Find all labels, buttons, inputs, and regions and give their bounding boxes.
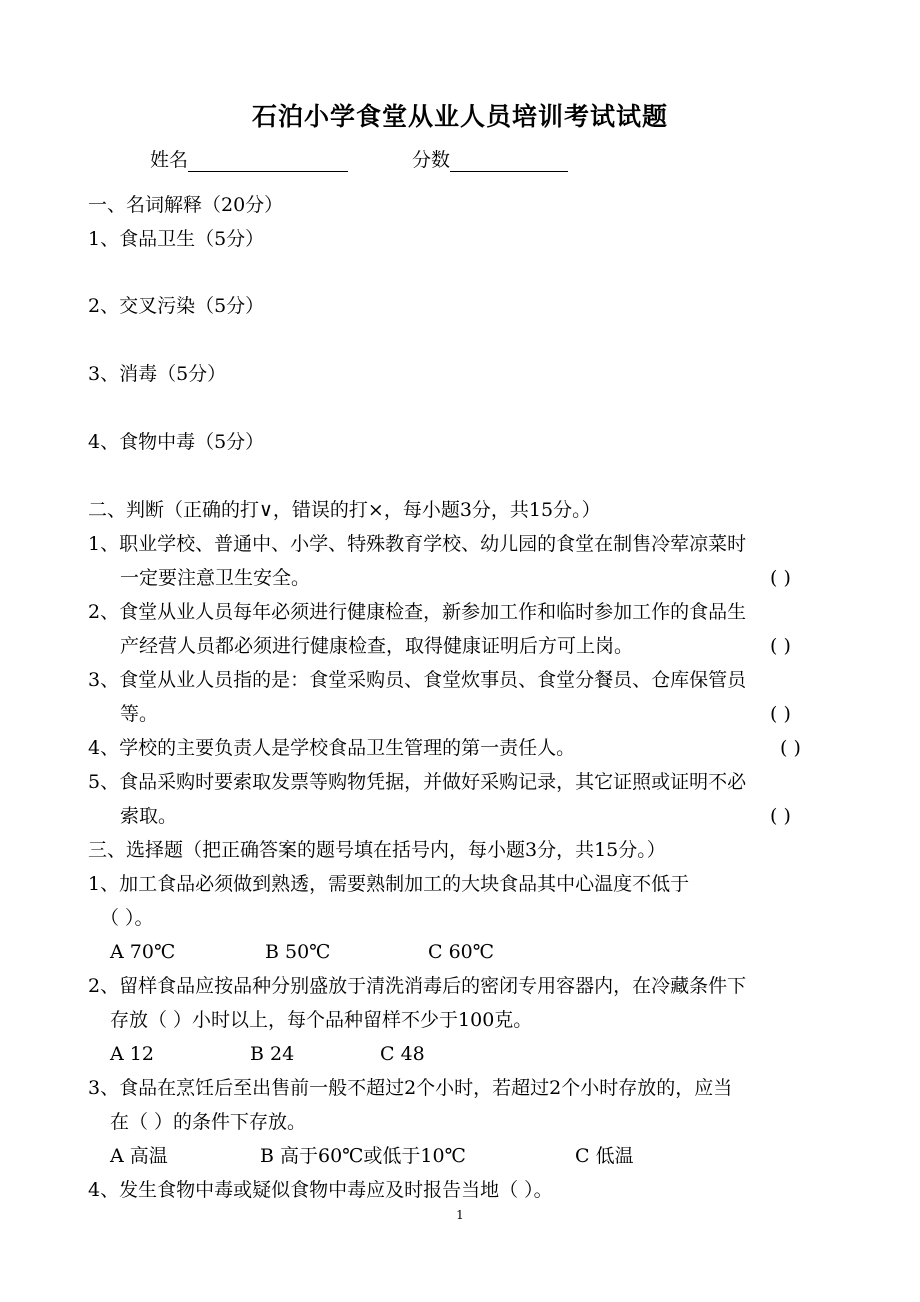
choice-q2-line1: 2、留样食品应按品种分别盛放于清洗消毒后的密闭专用容器内，在冷藏条件下: [88, 975, 747, 997]
choice-q4-line1: 4、发生食物中毒或疑似食物中毒应及时报告当地（ ）。: [88, 1179, 553, 1201]
option-b[interactable]: B 24: [250, 1043, 295, 1065]
choice-q1-options: [0, 940, 920, 964]
choice-q3-line1: 3、食品在烹饪后至出售前一般不超过2个小时，若超过2个小时存放的，应当: [88, 1077, 733, 1099]
name-label: 姓名: [150, 149, 189, 171]
choice-q3-options: [0, 1144, 920, 1168]
choice-q1-line1: 1、加工食品必须做到熟透，需要熟制加工的大块食品其中心温度不低于: [88, 873, 690, 895]
choice-q3-line2: 在（ ）的条件下存放。: [110, 1111, 307, 1133]
section1-heading: 一、名词解释（20分）: [88, 194, 284, 216]
option-b[interactable]: B 高于60℃或低于10℃: [260, 1145, 466, 1167]
section1-item: 4、食物中毒（5分）: [88, 431, 265, 453]
section1-item: 3、消毒（5分）: [88, 363, 227, 385]
option-a[interactable]: A 12: [110, 1043, 154, 1065]
judge-q4-line1: 4、学校的主要负责人是学校食品卫生管理的第一责任人。: [88, 737, 576, 759]
option-a[interactable]: A 高温: [110, 1145, 168, 1167]
score-field: [412, 148, 568, 172]
option-c[interactable]: C 48: [380, 1043, 425, 1065]
option-c[interactable]: C 60℃: [428, 941, 495, 963]
judge-q3-line1: 3、食堂从业人员指的是：食堂采购员、食堂炊事员、食堂分餐员、仓库保管员: [88, 669, 747, 691]
judge-q2-line2: 产经营人员都必须进行健康检查，取得健康证明后方可上岗。: [120, 635, 634, 657]
choice-q2-line2: 存放（ ）小时以上，每个品种留样不少于100克。: [110, 1009, 533, 1031]
judge-q3-answer[interactable]: ( ): [770, 703, 791, 725]
choice-q1-line2: （ ）。: [100, 907, 154, 929]
option-c[interactable]: C 低温: [575, 1145, 634, 1167]
judge-q5-answer[interactable]: ( ): [770, 805, 791, 827]
judge-q1-line1: 1、职业学校、普通中、小学、特殊教育学校、幼儿园的食堂在制售冷荤凉菜时: [88, 533, 747, 555]
section2-heading: 二、判断（正确的打∨，错误的打×，每小题3分，共15分。）: [88, 499, 601, 521]
judge-q5-line1: 5、食品采购时要索取发票等购物凭据，并做好采购记录，其它证照或证明不必: [88, 771, 747, 793]
page-number: 1: [456, 1208, 464, 1222]
judge-q1-answer[interactable]: ( ): [770, 567, 791, 589]
score-label: 分数: [412, 149, 451, 171]
judge-q1-line2: 一定要注意卫生安全。: [120, 567, 311, 589]
choice-q2-options: [0, 1042, 920, 1066]
score-blank[interactable]: [450, 151, 568, 172]
judge-q2-answer[interactable]: ( ): [770, 635, 791, 657]
name-blank[interactable]: [188, 151, 348, 172]
judge-q3-line2: 等。: [120, 703, 159, 725]
section1-item: 1、食品卫生（5分）: [88, 228, 265, 250]
option-b[interactable]: B 50℃: [265, 941, 331, 963]
judge-q2-line1: 2、食堂从业人员每年必须进行健康检查，新参加工作和临时参加工作的食品生: [88, 601, 747, 623]
option-a[interactable]: A 70℃: [110, 941, 176, 963]
judge-q5-line2: 索取。: [120, 805, 178, 827]
name-field: [150, 148, 348, 172]
judge-q4-answer[interactable]: ( ): [780, 737, 801, 759]
section3-heading: 三、选择题（把正确答案的题号填在括号内，每小题3分，共15分。）: [88, 839, 666, 861]
exam-title: 石泊小学食堂从业人员培训考试试题: [251, 102, 668, 131]
section1-item: 2、交叉污染（5分）: [88, 295, 265, 317]
